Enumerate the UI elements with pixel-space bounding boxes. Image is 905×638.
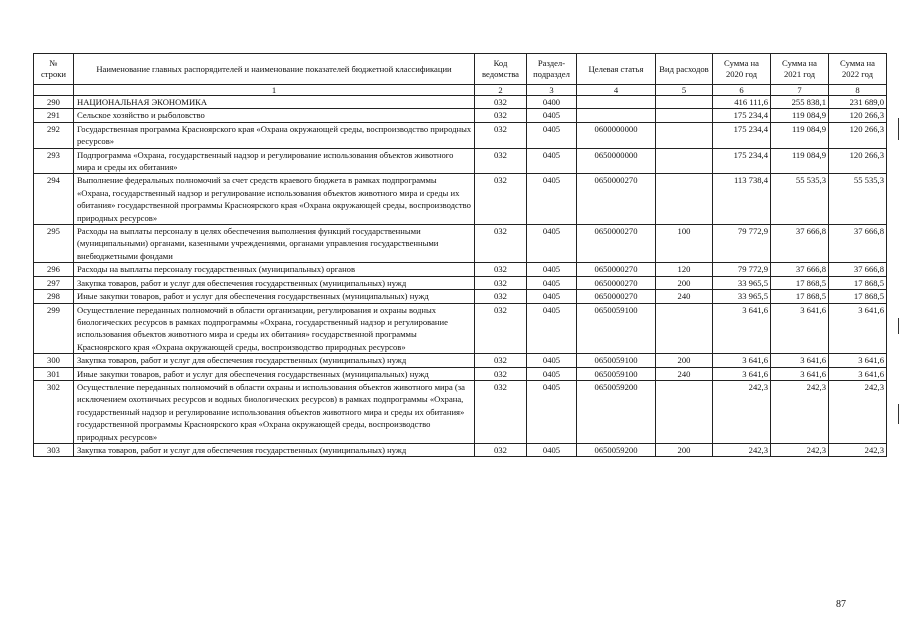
row-name-cell: Сельское хозяйство и рыболовство <box>74 109 475 122</box>
sum-2021-cell: 37 666,8 <box>771 263 829 276</box>
section-code-cell: 0400 <box>527 96 577 109</box>
target-article-cell: 0650000000 <box>577 148 656 174</box>
section-code-cell: 0405 <box>527 380 577 443</box>
table-row <box>34 276 887 289</box>
table-row <box>34 109 887 122</box>
expense-type-cell <box>656 96 713 109</box>
expense-type-cell: 200 <box>656 443 713 456</box>
row-number-cell: 298 <box>34 290 74 303</box>
row-number-cell: 295 <box>34 225 74 263</box>
header-sum-2021: Сумма на 2021 год <box>771 54 829 85</box>
sum-2020-cell: 242,3 <box>713 443 771 456</box>
budget-table <box>33 53 887 457</box>
row-name-cell: Подпрограмма «Охрана, государственный надзор и регулирование использования объектов животного мира и среды их обитания» <box>74 148 475 174</box>
row-number-cell: 297 <box>34 276 74 289</box>
header-row <box>34 54 887 85</box>
sum-2020-cell: 79 772,9 <box>713 225 771 263</box>
row-name-cell: Закупка товаров, работ и услуг для обеспечения государственных (муниципальных) нужд <box>74 443 475 456</box>
section-code-cell: 0405 <box>527 174 577 225</box>
dept-code-cell: 032 <box>475 148 527 174</box>
sum-2020-cell: 3 641,6 <box>713 303 771 354</box>
row-number-cell: 294 <box>34 174 74 225</box>
sum-2020-cell: 3 641,6 <box>713 354 771 367</box>
expense-type-cell: 100 <box>656 225 713 263</box>
sum-2020-cell: 175 234,4 <box>713 122 771 148</box>
dept-code-cell: 032 <box>475 96 527 109</box>
expense-type-cell <box>656 122 713 148</box>
sum-2020-cell: 416 111,6 <box>713 96 771 109</box>
table-row <box>34 174 887 225</box>
sum-2020-cell: 113 738,4 <box>713 174 771 225</box>
column-number: 3 <box>527 85 577 96</box>
target-article-cell: 0650059100 <box>577 367 656 380</box>
row-number-cell: 296 <box>34 263 74 276</box>
target-article-cell: 0650000270 <box>577 276 656 289</box>
target-article-cell: 0650000270 <box>577 290 656 303</box>
section-code-cell: 0405 <box>527 354 577 367</box>
row-name-cell: Расходы на выплаты персоналу в целях обеспечения выполнения функций государственными (муниципальными) органами, казенными учреждениями, органами управления государственными внебюджетными фондами <box>74 225 475 263</box>
target-article-cell: 0650059200 <box>577 443 656 456</box>
sum-2022-cell: 120 266,3 <box>829 148 887 174</box>
dept-code-cell: 032 <box>475 122 527 148</box>
table-row <box>34 290 887 303</box>
row-name-cell: Выполнение федеральных полномочий за счет средств краевого бюджета в рамках подпрограммы «Охрана, государственный надзор и регулирование использования объектов животного мира и среды их обитания» государственной программы Красноярского края «Охрана окружающей среды, воспроизводство природных ресурсов» <box>74 174 475 225</box>
expense-type-cell <box>656 174 713 225</box>
dept-code-cell: 032 <box>475 174 527 225</box>
header-name: Наименование главных распорядителей и наименование показателей бюджетной классификации <box>74 54 475 85</box>
target-article-cell <box>577 96 656 109</box>
table-row <box>34 380 887 443</box>
row-number-cell: 303 <box>34 443 74 456</box>
row-name-cell: Государственная программа Красноярского края «Охрана окружающей среды, воспроизводство природных ресурсов» <box>74 122 475 148</box>
dept-code-cell: 032 <box>475 276 527 289</box>
row-number-cell: 299 <box>34 303 74 354</box>
target-article-cell <box>577 109 656 122</box>
header-sum-2020: Сумма на 2020 год <box>713 54 771 85</box>
scan-margin-mark <box>898 404 899 424</box>
target-article-cell: 0650000270 <box>577 174 656 225</box>
expense-type-cell <box>656 148 713 174</box>
target-article-cell: 0650000270 <box>577 225 656 263</box>
dept-code-cell: 032 <box>475 443 527 456</box>
sum-2021-cell: 242,3 <box>771 380 829 443</box>
column-number <box>34 85 74 96</box>
expense-type-cell: 240 <box>656 290 713 303</box>
section-code-cell: 0405 <box>527 122 577 148</box>
sum-2021-cell: 119 084,9 <box>771 109 829 122</box>
table-row <box>34 367 887 380</box>
row-name-cell: Иные закупки товаров, работ и услуг для обеспечения государственных (муниципальных) нужд <box>74 367 475 380</box>
sum-2020-cell: 3 641,6 <box>713 367 771 380</box>
expense-type-cell: 120 <box>656 263 713 276</box>
header-section: Раздел-подраздел <box>527 54 577 85</box>
sum-2021-cell: 37 666,8 <box>771 225 829 263</box>
target-article-cell: 0600000000 <box>577 122 656 148</box>
dept-code-cell: 032 <box>475 367 527 380</box>
section-code-cell: 0405 <box>527 109 577 122</box>
row-number-cell: 293 <box>34 148 74 174</box>
scan-margin-mark <box>898 118 899 140</box>
target-article-cell: 0650059200 <box>577 380 656 443</box>
column-number: 8 <box>829 85 887 96</box>
column-number: 7 <box>771 85 829 96</box>
sum-2022-cell: 120 266,3 <box>829 122 887 148</box>
row-number-cell: 290 <box>34 96 74 109</box>
header-row-no: № строки <box>34 54 74 85</box>
sum-2020-cell: 33 965,5 <box>713 276 771 289</box>
table-row <box>34 354 887 367</box>
sum-2020-cell: 33 965,5 <box>713 290 771 303</box>
column-number: 6 <box>713 85 771 96</box>
sum-2022-cell: 231 689,0 <box>829 96 887 109</box>
sum-2020-cell: 242,3 <box>713 380 771 443</box>
table-row <box>34 263 887 276</box>
row-number-cell: 300 <box>34 354 74 367</box>
sum-2022-cell: 17 868,5 <box>829 276 887 289</box>
sum-2020-cell: 175 234,4 <box>713 109 771 122</box>
header-dept: Код ведомства <box>475 54 527 85</box>
row-name-cell: Закупка товаров, работ и услуг для обеспечения государственных (муниципальных) нужд <box>74 354 475 367</box>
sum-2022-cell: 3 641,6 <box>829 354 887 367</box>
column-number: 4 <box>577 85 656 96</box>
sum-2022-cell: 120 266,3 <box>829 109 887 122</box>
table-row <box>34 148 887 174</box>
target-article-cell: 0650059100 <box>577 354 656 367</box>
sum-2022-cell: 55 535,3 <box>829 174 887 225</box>
expense-type-cell <box>656 303 713 354</box>
row-name-cell: Закупка товаров, работ и услуг для обеспечения государственных (муниципальных) нужд <box>74 276 475 289</box>
table-row <box>34 225 887 263</box>
sum-2021-cell: 55 535,3 <box>771 174 829 225</box>
target-article-cell: 0650059100 <box>577 303 656 354</box>
column-number: 5 <box>656 85 713 96</box>
sum-2020-cell: 79 772,9 <box>713 263 771 276</box>
section-code-cell: 0405 <box>527 290 577 303</box>
expense-type-cell: 240 <box>656 367 713 380</box>
sum-2021-cell: 242,3 <box>771 443 829 456</box>
sum-2022-cell: 17 868,5 <box>829 290 887 303</box>
section-code-cell: 0405 <box>527 225 577 263</box>
dept-code-cell: 032 <box>475 263 527 276</box>
row-name-cell: Иные закупки товаров, работ и услуг для обеспечения государственных (муниципальных) нужд <box>74 290 475 303</box>
sum-2021-cell: 3 641,6 <box>771 303 829 354</box>
table-row <box>34 122 887 148</box>
expense-type-cell: 200 <box>656 354 713 367</box>
row-number-cell: 302 <box>34 380 74 443</box>
expense-type-cell <box>656 380 713 443</box>
section-code-cell: 0405 <box>527 263 577 276</box>
sum-2022-cell: 3 641,6 <box>829 367 887 380</box>
table-row <box>34 96 887 109</box>
sum-2021-cell: 3 641,6 <box>771 354 829 367</box>
sum-2021-cell: 255 838,1 <box>771 96 829 109</box>
row-name-cell: НАЦИОНАЛЬНАЯ ЭКОНОМИКА <box>74 96 475 109</box>
dept-code-cell: 032 <box>475 303 527 354</box>
row-name-cell: Осуществление переданных полномочий в области охраны и использования объектов животного мира (за исключением охотничьих ресурсов и водных биологических ресурсов) в рамках подпрограммы «Охрана, государственный надзор и регулирование использования объектов животного мира и среды их обитания» государственной программы Красноярского края «Охрана окружающей среды, воспроизводство природных ресурсов» <box>74 380 475 443</box>
dept-code-cell: 032 <box>475 109 527 122</box>
table-body <box>34 96 887 457</box>
column-number: 1 <box>74 85 475 96</box>
page-number: 87 <box>836 599 846 610</box>
section-code-cell: 0405 <box>527 276 577 289</box>
header-expense: Вид расходов <box>656 54 713 85</box>
dept-code-cell: 032 <box>475 380 527 443</box>
sum-2021-cell: 119 084,9 <box>771 148 829 174</box>
section-code-cell: 0405 <box>527 148 577 174</box>
header-sum-2022: Сумма на 2022 год <box>829 54 887 85</box>
expense-type-cell: 200 <box>656 276 713 289</box>
sum-2021-cell: 17 868,5 <box>771 290 829 303</box>
column-number: 2 <box>475 85 527 96</box>
sum-2022-cell: 242,3 <box>829 443 887 456</box>
row-name-cell: Расходы на выплаты персоналу государственных (муниципальных) органов <box>74 263 475 276</box>
section-code-cell: 0405 <box>527 443 577 456</box>
dept-code-cell: 032 <box>475 290 527 303</box>
sum-2021-cell: 3 641,6 <box>771 367 829 380</box>
section-code-cell: 0405 <box>527 303 577 354</box>
sum-2020-cell: 175 234,4 <box>713 148 771 174</box>
table-row <box>34 443 887 456</box>
sum-2021-cell: 119 084,9 <box>771 122 829 148</box>
budget-table-sheet <box>33 53 886 457</box>
row-number-cell: 292 <box>34 122 74 148</box>
row-name-cell: Осуществление переданных полномочий в области организации, регулирования и охраны водных биологических ресурсов в рамках подпрограммы «Охрана, государственный надзор и регулирование использования объектов животного мира и среды их обитания» государственной программы Красноярского края «Охрана окружающей среды, воспроизводство природных ресурсов» <box>74 303 475 354</box>
row-number-cell: 291 <box>34 109 74 122</box>
table-row <box>34 303 887 354</box>
dept-code-cell: 032 <box>475 354 527 367</box>
sum-2021-cell: 17 868,5 <box>771 276 829 289</box>
sum-2022-cell: 242,3 <box>829 380 887 443</box>
expense-type-cell <box>656 109 713 122</box>
sum-2022-cell: 37 666,8 <box>829 225 887 263</box>
column-number-row <box>34 85 887 96</box>
section-code-cell: 0405 <box>527 367 577 380</box>
sum-2022-cell: 37 666,8 <box>829 263 887 276</box>
header-target: Целевая статья <box>577 54 656 85</box>
sum-2022-cell: 3 641,6 <box>829 303 887 354</box>
target-article-cell: 0650000270 <box>577 263 656 276</box>
scan-margin-mark <box>898 318 899 334</box>
row-number-cell: 301 <box>34 367 74 380</box>
dept-code-cell: 032 <box>475 225 527 263</box>
